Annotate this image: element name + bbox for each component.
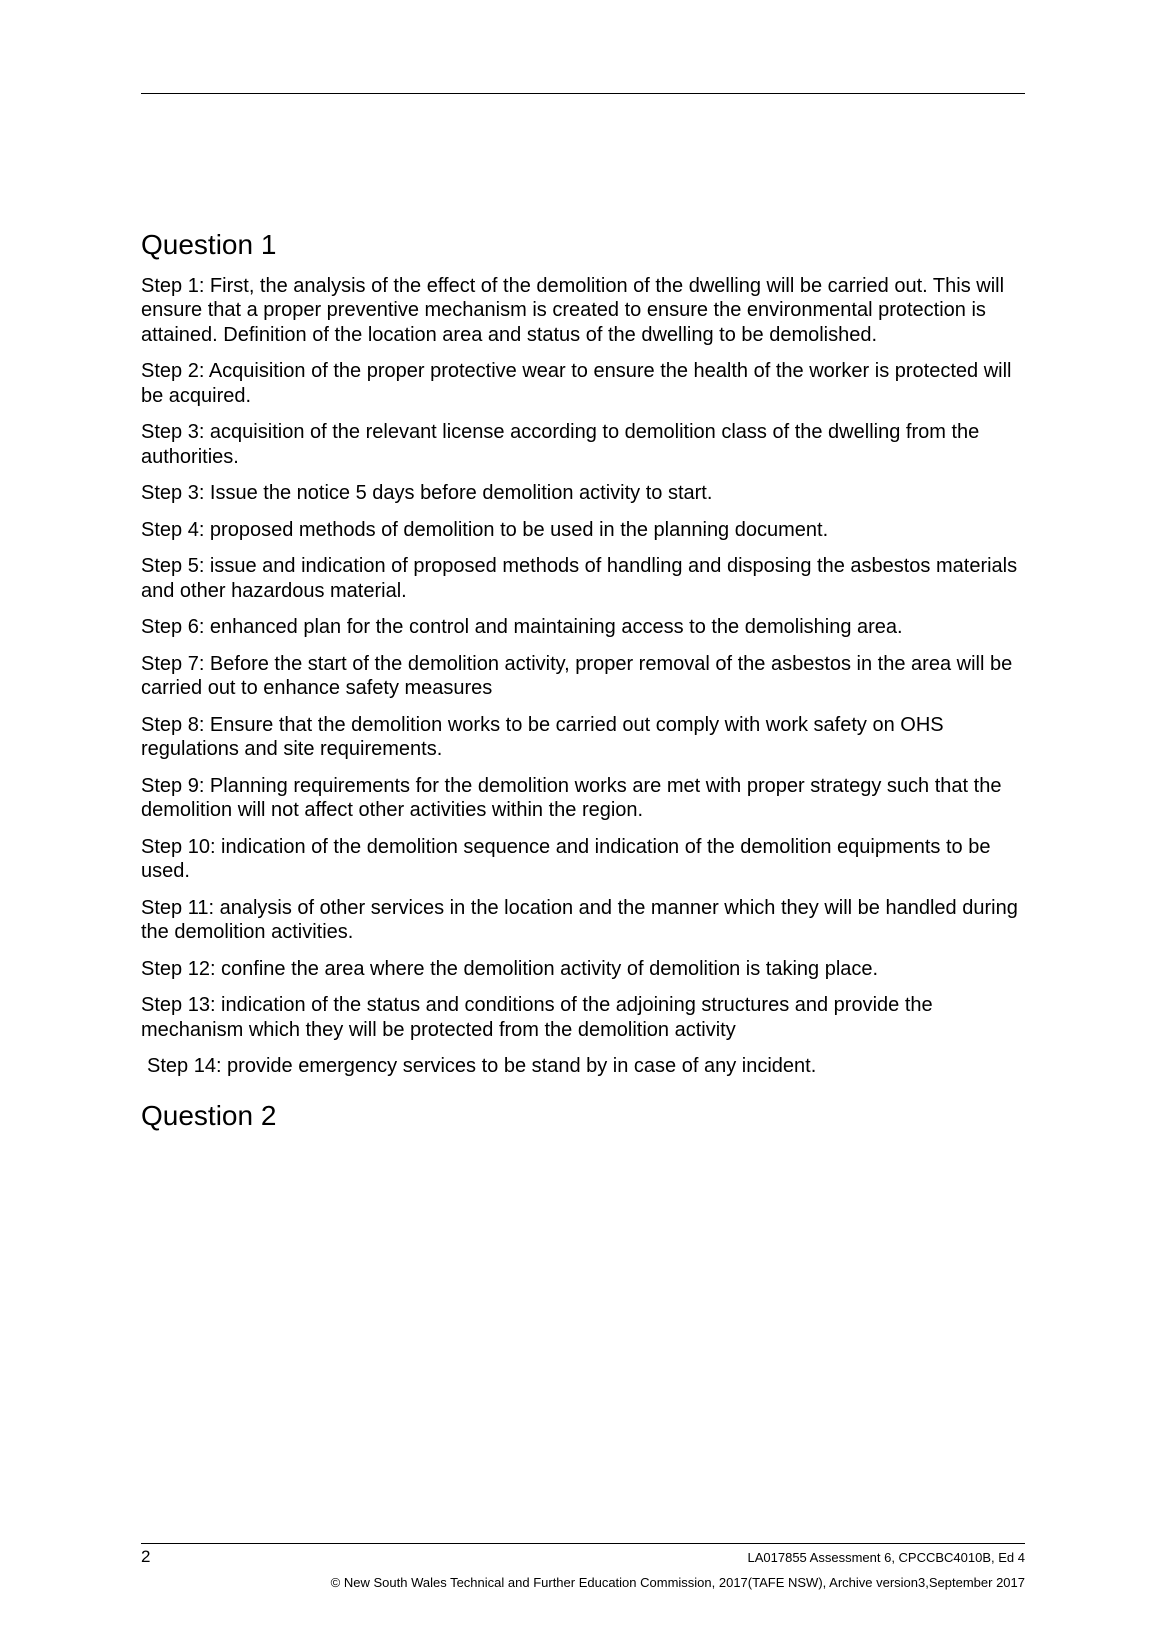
copyright-notice: © New South Wales Technical and Further Education Commission, 2017(TAFE NSW), Archive version3,September 2017 [330, 1575, 1025, 1590]
question-2-heading: Question 2 [141, 1099, 277, 1131]
step-paragraph: Step 7: Before the start of the demolition activity, proper removal of the asbestos in the area will be carried out to enhance safety measures [141, 652, 1013, 700]
step-paragraph: Step 9: Planning requirements for the demolition works are met with proper strategy such that the demolition will not affect other activities within the region. [141, 774, 1002, 822]
step-paragraph: Step 10: indication of the demolition sequence and indication of the demolition equipments to be used. [141, 835, 991, 883]
document-body [141, 228, 1025, 1144]
step-paragraph: Step 14: provide emergency services to be stand by in case of any incident. [147, 1055, 817, 1078]
step-paragraph: Step 11: analysis of other services in the location and the manner which they will be handled during the demolition activities. [141, 896, 1018, 944]
step-paragraph: Step 1: First, the analysis of the effect of the demolition of the dwelling will be carried out. This will ensure that a proper preventive mechanism is created to ensure the environmental protection is attained. Definition of the location area and status of the dwelling to be demolished. [141, 274, 1005, 346]
page-number: 2 [141, 1547, 151, 1566]
footer-divider [141, 1543, 1025, 1544]
step-paragraph: Step 8: Ensure that the demolition works to be carried out comply with work safety on OHS regulations and site requirements. [141, 713, 944, 761]
step-paragraph: Step 3: Issue the notice 5 days before demolition activity to start. [141, 482, 713, 505]
step-paragraph: Step 13: indication of the status and conditions of the adjoining structures and provide the mechanism which they will be protected from the demolition activity [141, 994, 933, 1041]
step-paragraph: Step 4: proposed methods of demolition to be used in the planning document. [141, 518, 829, 541]
step-paragraph: Step 6: enhanced plan for the control and maintaining access to the demolishing area. [141, 616, 903, 639]
question-1-heading: Question 1 [141, 229, 277, 260]
step-paragraph: Step 3: acquisition of the relevant license according to demolition class of the dwelling from the authorities. [141, 421, 980, 468]
step-paragraph: Step 5: issue and indication of proposed methods of handling and disposing the asbestos materials and other hazardous material. [141, 555, 1018, 602]
document-reference: LA017855 Assessment 6, CPCCBC4010B, Ed 4 [747, 1550, 1025, 1565]
step-paragraph: Step 2: Acquisition of the proper protective wear to ensure the health of the worker is protected will be acquired. [141, 360, 1012, 407]
step-paragraph: Step 12: confine the area where the demolition activity of demolition is taking place. [141, 957, 879, 980]
header-divider [141, 93, 1025, 94]
